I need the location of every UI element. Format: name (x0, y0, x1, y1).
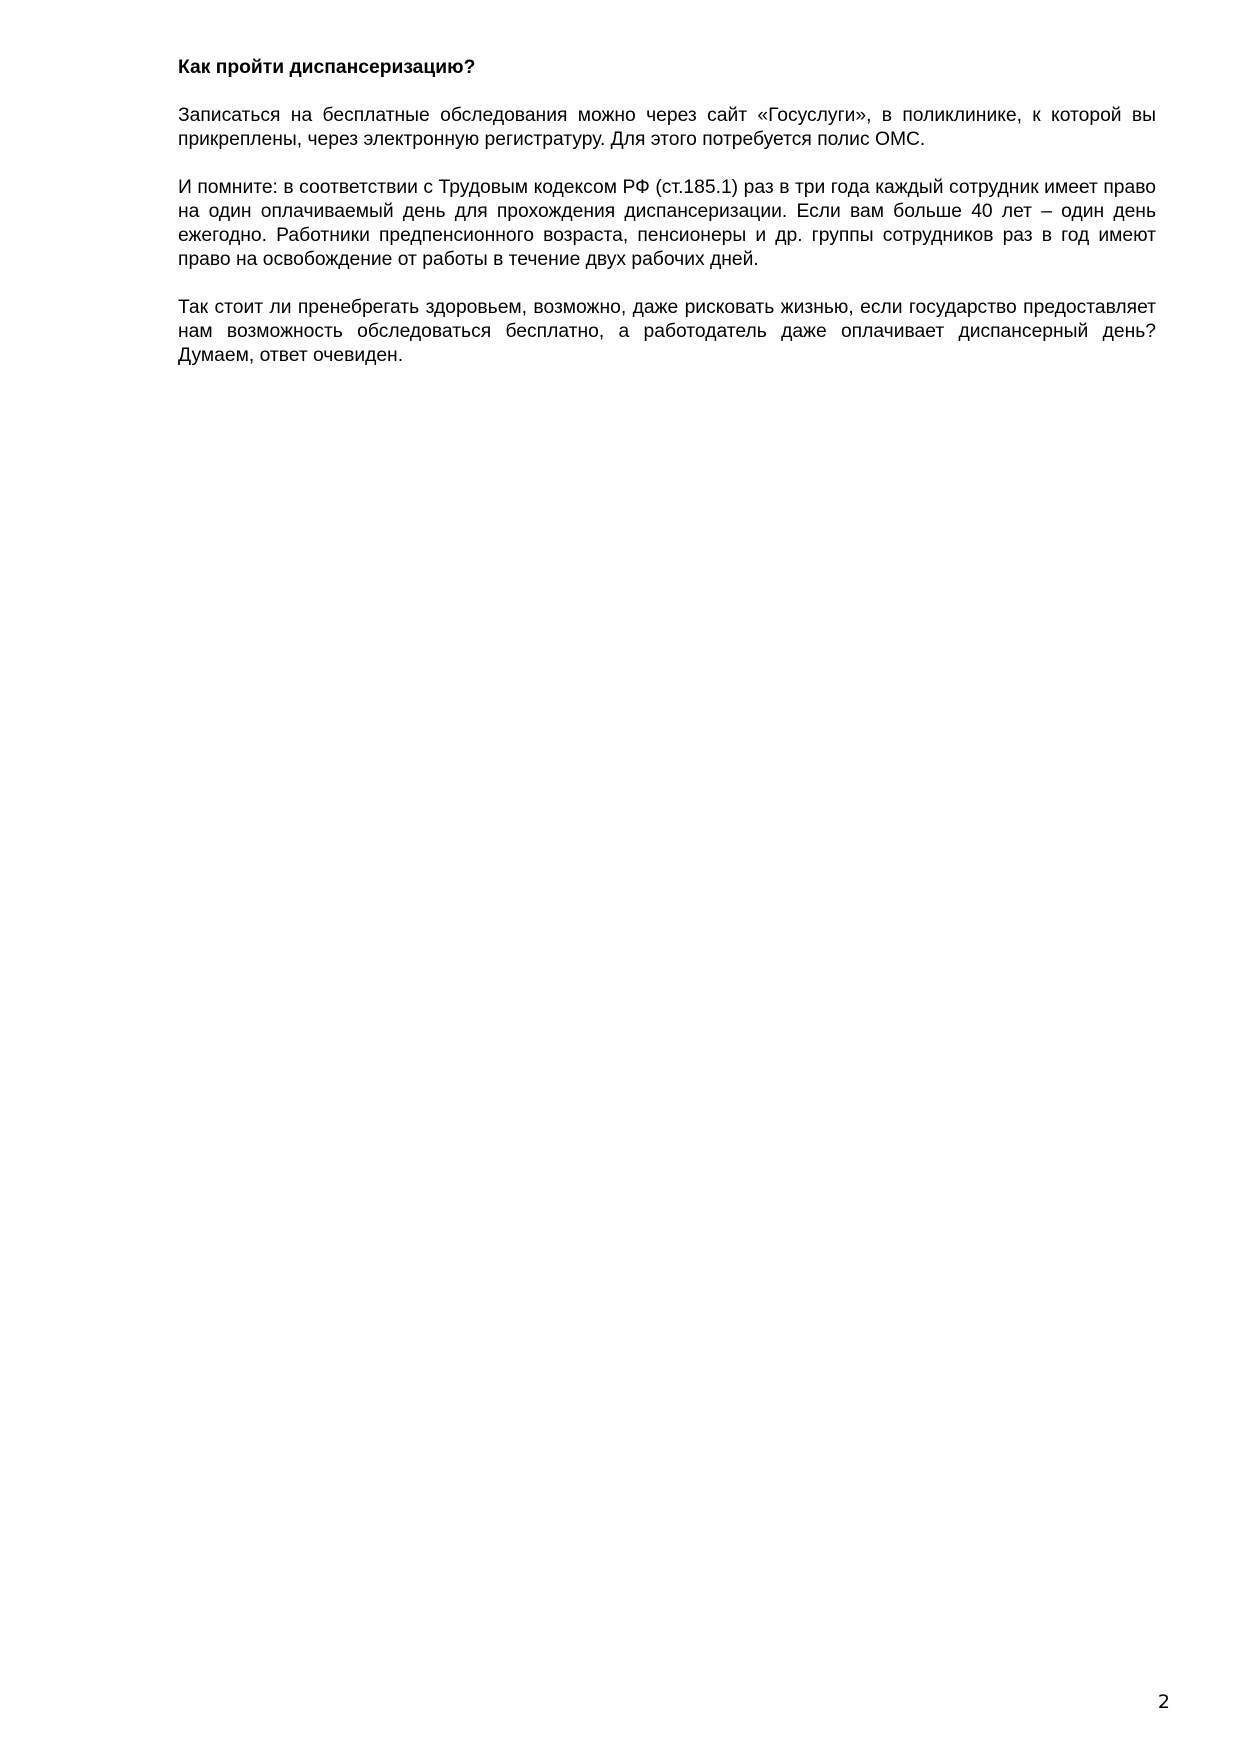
paragraph-conclusion: Так стоит ли пренебрегать здоровьем, возможно, даже рисковать жизнью, если государство предоставляет нам возможность обследоваться бесплатно, а работодатель даже оплачивает диспансерный день? Думаем, ответ очевиден. (178, 297, 1156, 366)
paragraph-registration: Записаться на бесплатные обследования можно через сайт «Госуслуги», в поликлинике, к которой вы прикреплены, через электронную регистратуру. Для этого потребуется полис ОМС. (178, 105, 1156, 150)
paragraph-labor-code: И помните: в соответствии с Трудовым кодексом РФ (ст.185.1) раз в три года каждый сотрудник имеет право на один оплачиваемый день для прохождения диспансеризации. Если вам больше 40 лет – один день ежегодно. Работники предпенсионного возраста, пенсионеры и др. группы сотрудников раз в год имеют право на освобождение от работы в течение двух рабочих дней. (178, 177, 1156, 270)
page-number: 2 (1157, 1691, 1170, 1713)
section-heading: Как пройти диспансеризацию? (178, 57, 476, 78)
document-body (178, 56, 1156, 392)
